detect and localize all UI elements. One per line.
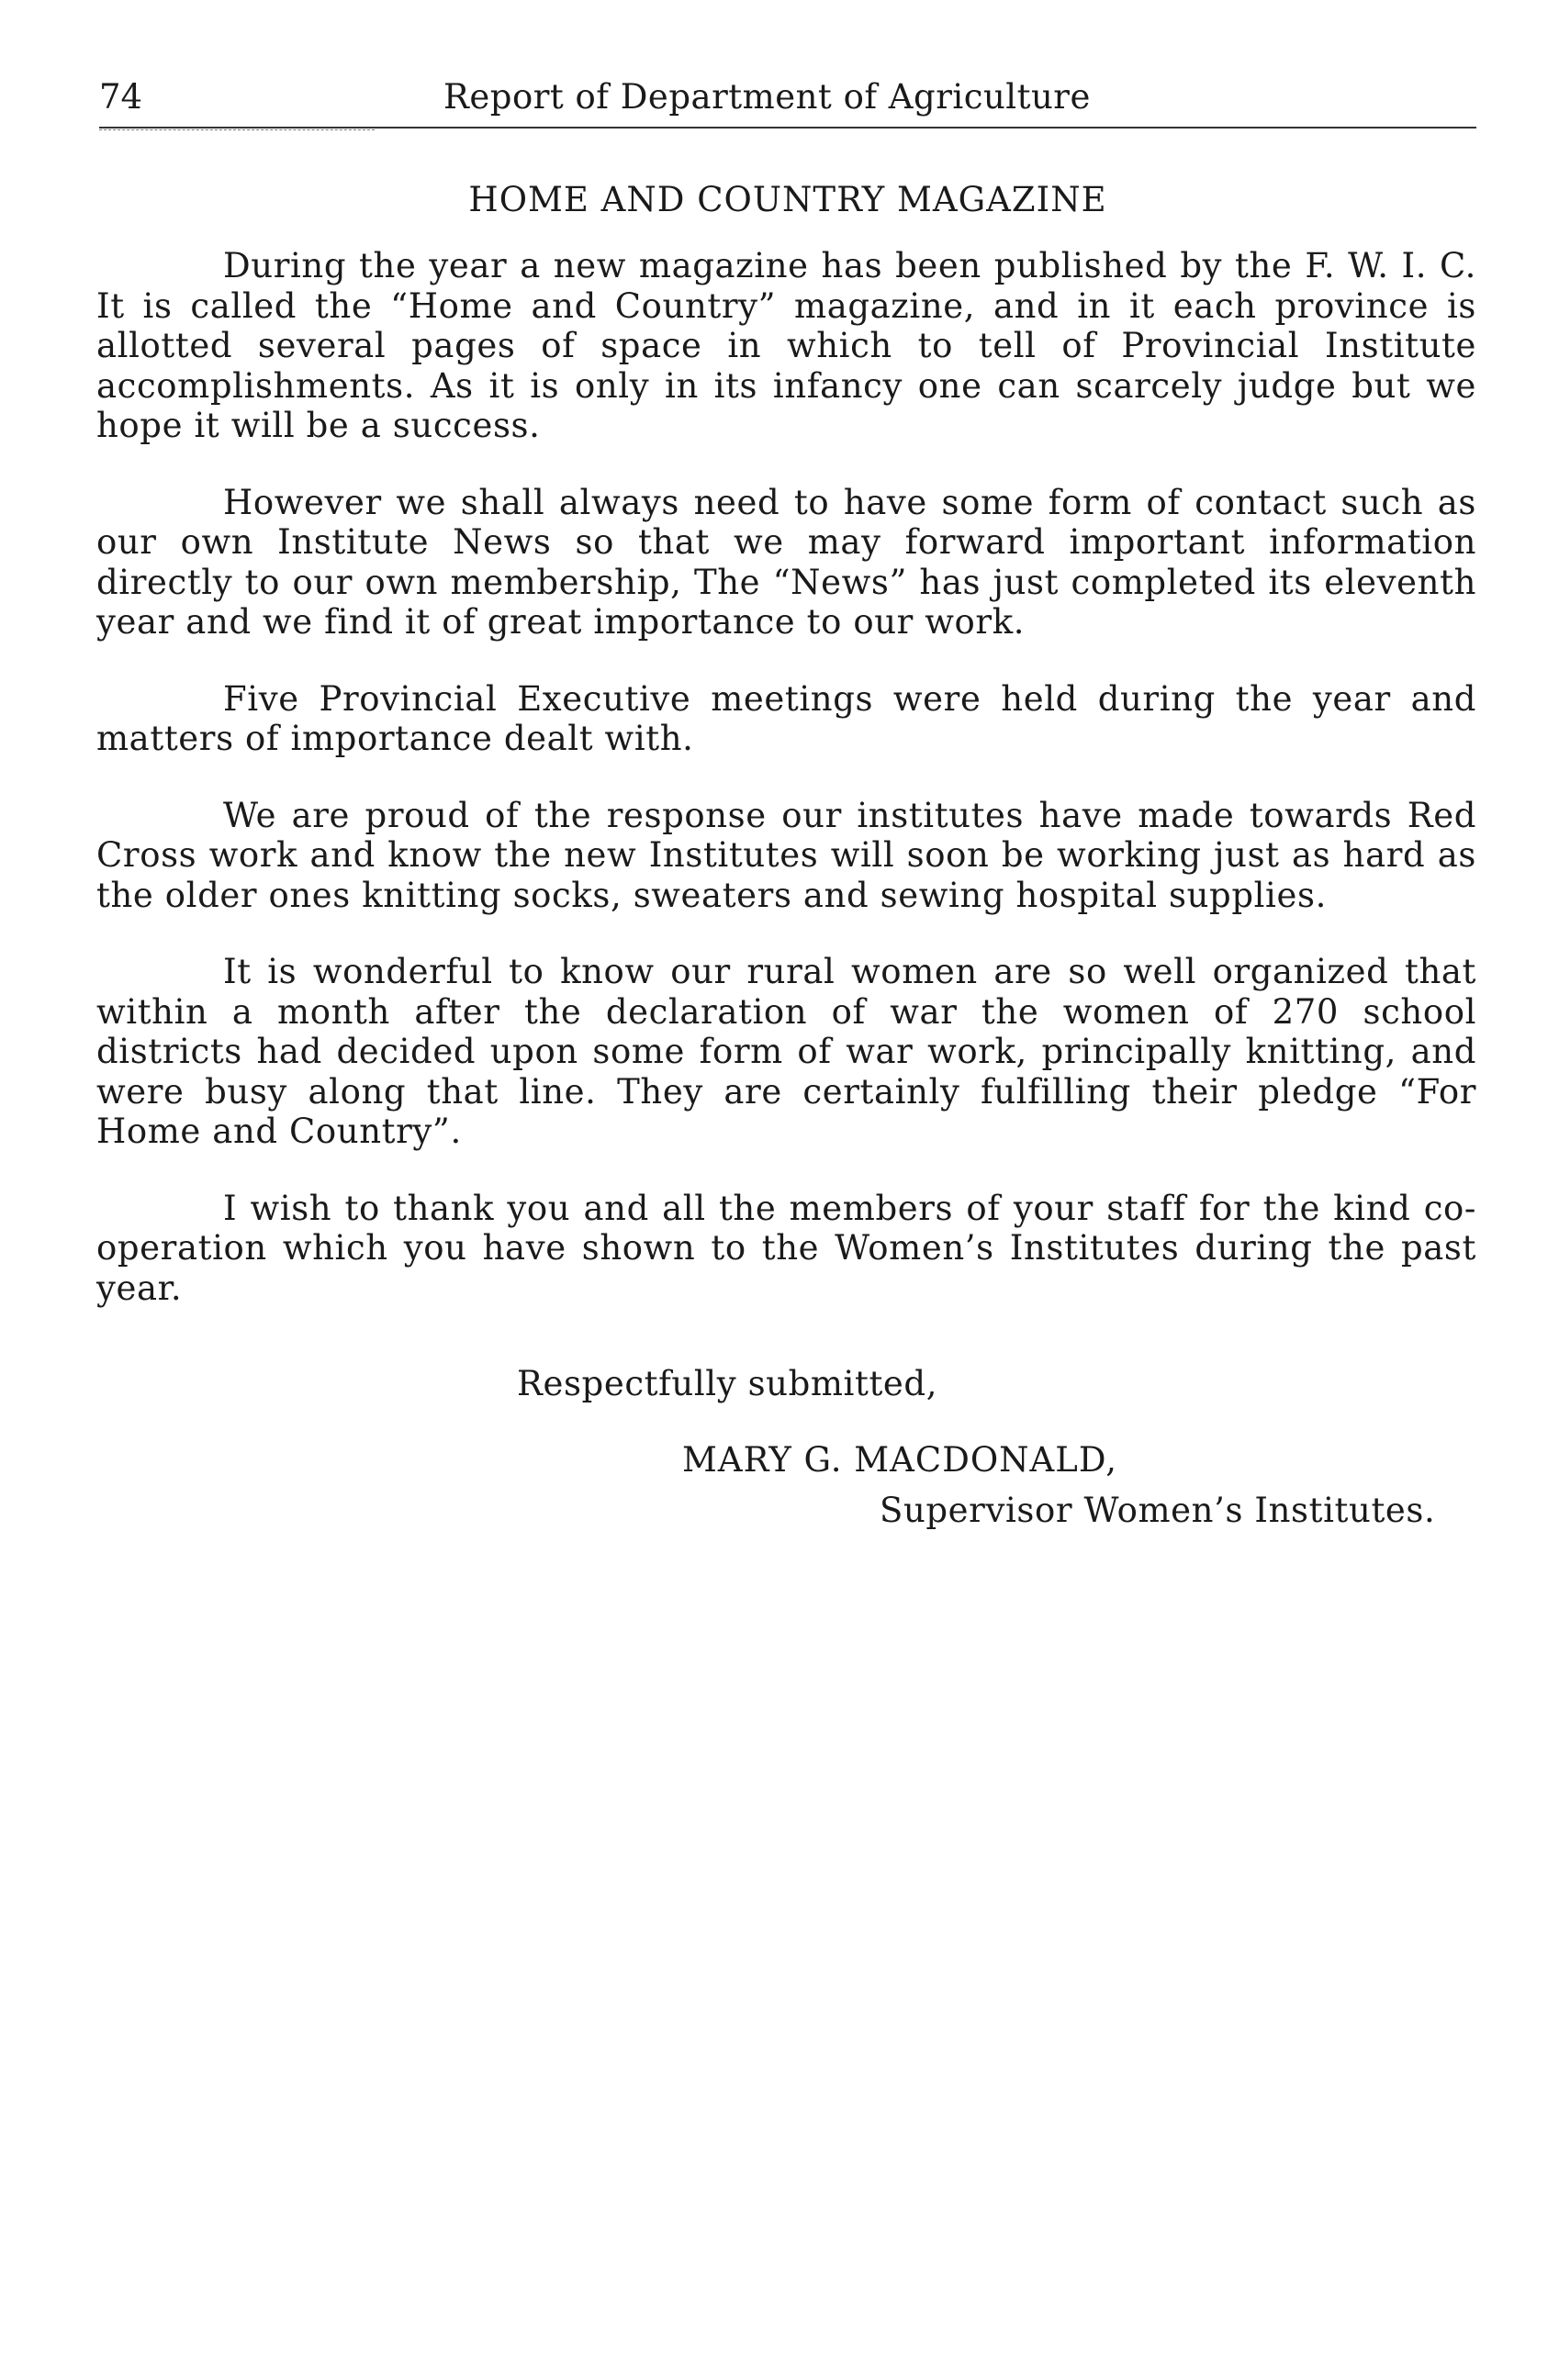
header-rule-dashed xyxy=(99,129,375,130)
body-text xyxy=(96,246,1476,1345)
header-rule xyxy=(99,127,1476,128)
section-heading: HOME AND COUNTRY MAGAZINE xyxy=(468,180,1107,219)
paragraph-thanks: I wish to thank you and all the members of your staff for the kind co-operation which you have shown to the Women’s Institutes during the past year. xyxy=(96,1188,1476,1308)
page-number: 74 xyxy=(99,77,143,117)
paragraph-magazine: During the year a new magazine has been published by the F. W. I. C. It is called the “Home and Country” magazine, and in it each province is allotted several pages of space in which to tell of Provincial Institute accomplishments. As it is only in its infancy one can scarcely judge but we hope it will be a success. xyxy=(96,246,1476,445)
closing-text: Respectfully submitted, xyxy=(517,1364,938,1403)
signer-title: Supervisor Women’s Institutes. xyxy=(880,1491,1436,1530)
running-head xyxy=(99,70,1476,125)
running-title: Report of Department of Agriculture xyxy=(443,77,1091,117)
paragraph-institute-news: However we shall always need to have some form of contact such as our own Institute News so that we may forward important information directly to our own membership, The “News” has just completed its eleventh year and we find it of great importance to our work. xyxy=(96,482,1476,642)
signer-name: MARY G. MACDONALD, xyxy=(682,1440,1117,1480)
paragraph-red-cross: We are proud of the response our institutes have made towards Red Cross work and know the new Institutes will soon be working just as hard as the older ones knitting socks, sweaters and sewing hospital supplies. xyxy=(96,795,1476,915)
paragraph-war-work: It is wonderful to know our rural women are so well organized that within a month after the declaration of war the women of 270 school districts had decided upon some form of war work, principally knitting, and were busy along that line. They are certainly fulfilling their pledge “For Home and Country”. xyxy=(96,952,1476,1151)
paragraph-executive-meetings: Five Provincial Executive meetings were held during the year and matters of importance dealt with. xyxy=(96,678,1476,758)
